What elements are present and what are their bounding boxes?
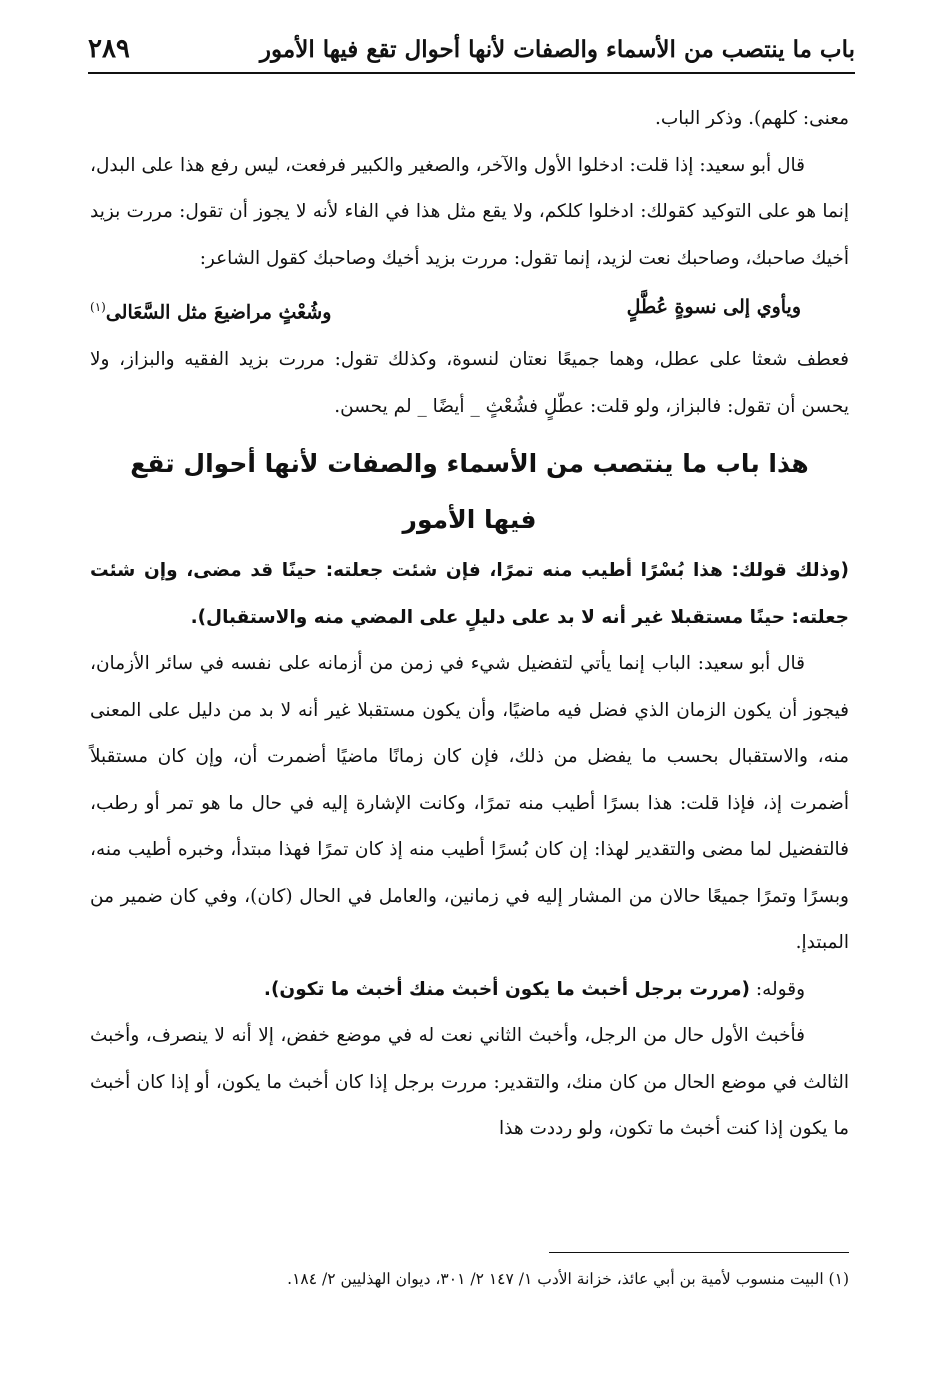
paragraph-7: فأخبث الأول حال من الرجل، وأخبث الثاني نعت له في موضع خفض، إلا أنه لا ينصرف، وأخبث الثالث في موضع الحال من كان منك، والتقدير: مررت برجل إذا كان أخبث ما يكون، أو إذا كان أخبث ما يكون إذا كنت أخبث ما تكون، ولو رددت هذا [90, 1025, 849, 1140]
verse-first-hemistich: ويأوي إلى نسوةٍ عُطَّلٍ [626, 296, 801, 318]
poetry-verse [90, 282, 849, 337]
paragraph-6-quote: (مررت برجل أخبث ما يكون أخبث منك أخبث ما تكون). [263, 978, 750, 1000]
verse-second-hemistich [90, 282, 331, 337]
chapter-heading-line-2: فيها الأمور [402, 505, 537, 535]
paragraph-2: قال أبو سعيد: إذا قلت: ادخلوا الأول والآخر، والصغير والكبير فرفعت، ليس رفع هذا على البدل، إنما هو على التوكيد كقولك: ادخلوا كلكم، ولا يقع مثل هذا في الفاء لأنه لا يجوز أن تقول: مررت بزيد أخيك صاحبك، وصاحبك نعت لزيد، إنما تقول: مررت بزيد أخيك وصاحبك كقول الشاعر: [90, 154, 849, 269]
paragraph-3: فعطف شعثا على عطل، وهما جميعًا نعتان لنسوة، وكذلك تقول: مررت بزيد الفقيه والبزاز، ولا يحسن أن تقول: فالبزاز، ولو قلت: عطّلٍ فشُعْثٍ _ أيضًا _ لم يحسن. [90, 349, 849, 417]
quoted-text: (وذلك قولك: هذا بُسْرًا أطيب منه تمرًا، فإن شئت جعلته: حينًا قد مضى، وإن شئت جعلته: حينًا مستقبلا غير أنه لا بد على دليلٍ على المضي منه والاستقبال). [90, 560, 849, 628]
header-rule [88, 72, 855, 74]
chapter-heading-line-1: هذا باب ما ينتصب من الأسماء والصفات لأنها أحوال تقع [130, 449, 809, 479]
footnote-rule [549, 1252, 849, 1253]
main-text [90, 96, 849, 1153]
paragraph-1: معنى: كلهم). وذكر الباب. [654, 108, 849, 129]
verse-second-text: وشُعْثٍ مراضيعَ مثل السَّعَالى [105, 301, 332, 324]
chapter-heading [90, 436, 849, 548]
page-header [88, 26, 855, 72]
footnote-marker: (١) [90, 300, 106, 314]
page-number: ٢٨٩ [88, 34, 130, 64]
paragraph-6 [90, 967, 849, 1014]
paragraph-6-prefix: وقوله: [755, 978, 805, 1000]
footnote: (١) البيت منسوب لأمية بن أبي عائذ، خزانة الأدب ١/ ١٤٧ ٢/ ٣٠١، ديوان الهذليين ٢/ ١٨٤. [287, 1270, 849, 1288]
paragraph-5: قال أبو سعيد: الباب إنما يأتي لتفضيل شيء في زمن من أزمانه على نفسه في سائر الأزمان، فيجوز أن يكون الزمان الذي فضل فيه ماضيًا، وأن يكون مستقبلا غير أنه لا بد من دليل على المعنى منه، والاستقبال بحسب ما يفضل من ذلك، فإن كان زمانًا ماضيًا أضمرت أن، وإن كان مستقبلاً أضمرت إذ، فإذا قلت: هذا بسرًا أطيب منه تمرًا، وكانت الإشارة إليه في حال ما هو تمر أو رطب، فالتفضيل لما مضى والتقدير لهذا: إن كان بُسرًا أطيب منه إذ كان تمرًا فهذا مبتدأ، وخبره أطيب منه، وبسرًا وتمرًا جميعًا حالان من المشار إليه في زمانين، والعامل في الحال (كان)، وفي كان ضمير من المبتدإ. [90, 653, 849, 954]
running-title: باب ما ينتصب من الأسماء والصفات لأنها أحوال تقع فيها الأمور [259, 35, 855, 63]
